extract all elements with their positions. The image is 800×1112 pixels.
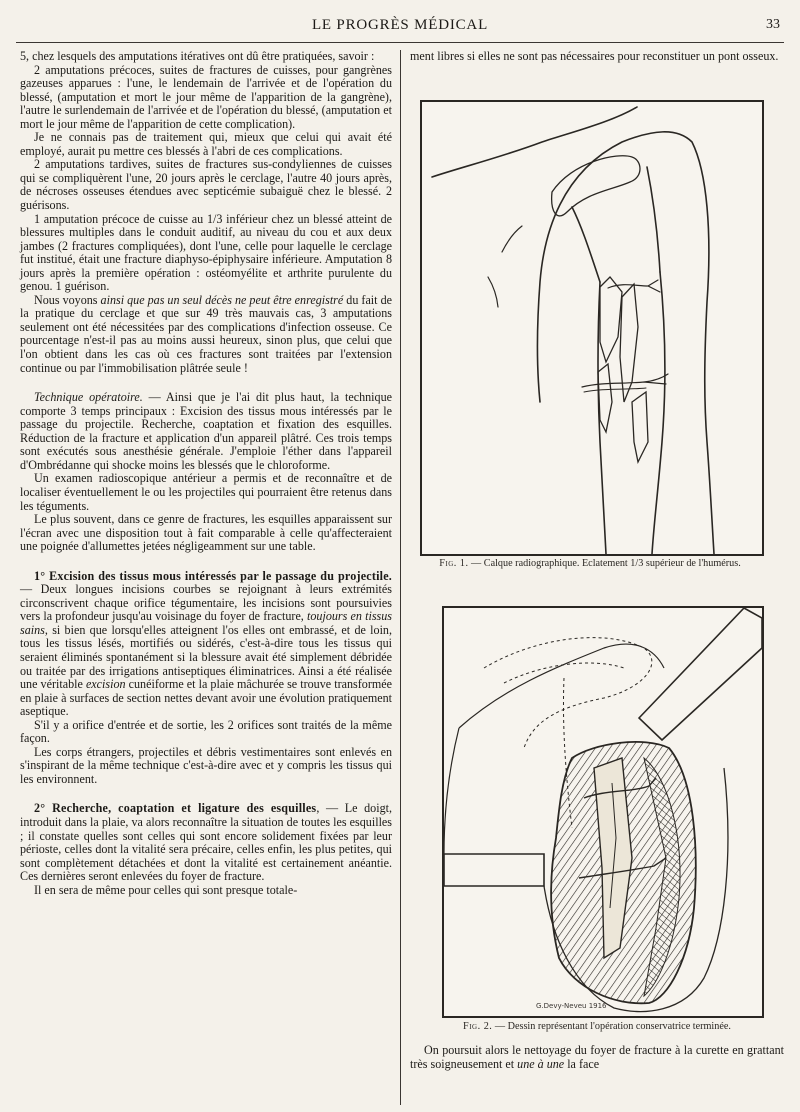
page-header [16, 12, 784, 43]
left-column [20, 50, 392, 897]
text-run: Nous voyons [34, 292, 101, 307]
paragraph [20, 294, 392, 375]
text-run: — Deux longues incisions courbes se rejoignant à leurs extrémités circonscrivent chaque orifice tégumentaire, les incisions sont poursuivies vers la profondeur jusqu'au voisinage du foyer de fracture, [20, 582, 392, 624]
paragraph [20, 802, 392, 883]
text-run: la face [564, 1056, 600, 1071]
paragraph: 1 amputation précoce de cuisse au 1/3 inférieur chez un blessé atteint de blessures multiples dans le conduit auditif, au niveau du cou et aux deux jambes (2 fractures compliquées), dont l'une, celle pour laquelle le cerclage fut institué, était une fracture diaphyso-épiphysaire inférieure. Amputation 8 jours après la première opération : ostéomyélite et arthrite purulente du genou. 1 guérison. [20, 211, 392, 294]
paragraph: Il en sera de même pour celles qui sont presque totale- [34, 882, 298, 897]
text-run: cunéiforme et la plaie mâchurée se trouve transformée en plaie à surfaces de section nettes devant avoir une évolution pratiquement aseptique. [20, 677, 392, 719]
paragraph: 5, chez lesquels des amputations itératives ont dû être pratiquées, savoir : [20, 49, 375, 63]
paragraph: Je ne connais pas de traitement qui, mieux que celui qui avait été employé, aurait pu mettre ces blessés à l'abri de ces complications. [20, 130, 392, 158]
section-heading-italic: Technique opératoire. [34, 390, 143, 405]
text-run: — Ainsi que je l'ai dit plus haut, la technique comporte 3 temps principaux : Excision des tissus mous intéressés par le passage du projectile. Recherche, coaptation et fixation des esquilles. Réduction de la fracture et application d'un appareil plâtré. Ces trois temps sont exécutés sous anesthésie générale. J'emploie l'éther dans l'appareil d'Ombrédanne qui shocke moins les blessés que le chloroforme. [20, 390, 392, 472]
italic-text: toujours en tissus sains [20, 609, 392, 637]
figure-2-operation-drawing [442, 606, 764, 1018]
paragraph: Le plus souvent, dans ce genre de fractures, les esquilles apparaissent sur l'écran avec une disposition tout à fait comparable à celle qu'affecteraient une poignée d'allumettes jetées négligeamment sur une table. [20, 512, 392, 554]
paragraph: Un examen radioscopique antérieur a permis et de reconnaître et de localiser éventuellement le ou les projectiles qui pourraient être retenus dans les téguments. [20, 471, 392, 513]
figure-2-caption-text: — Dessin représentant l'opération conservatrice terminée. [492, 1021, 731, 1032]
page-number: 33 [766, 17, 780, 32]
italic-text: excision [85, 677, 126, 692]
right-column [410, 50, 784, 64]
paragraph [20, 391, 392, 472]
paragraph [20, 570, 392, 719]
italic-text: ainsi que pas un seul décès ne peut être enregistré [100, 292, 344, 307]
figure-1-label: Fig. 1. [439, 558, 469, 569]
paragraph: Les corps étrangers, projectiles et débris vestimentaires sont enlevés en s'inspirant de la même technique c'est-à-dire avec et y compris les tissus qui les environnent. [20, 744, 392, 786]
humerus-tracing-drawing [422, 102, 762, 554]
right-column-bottom [410, 1044, 784, 1071]
figure-1-radiograph-tracing [420, 100, 764, 556]
paragraph: ment libres si elles ne sont pas nécessaires pour reconstituer un pont osseux. [410, 49, 779, 63]
paragraph: S'il y a orifice d'entrée et de sortie, les 2 orifices sont traités de la même façon. [20, 717, 392, 746]
column-divider [400, 50, 401, 1105]
paragraph [410, 1044, 784, 1071]
figure-1-caption [420, 558, 760, 570]
figure-2-caption [410, 1021, 784, 1033]
operation-illustration [444, 608, 762, 1016]
figure-2-label: Fig. 2. [463, 1021, 493, 1032]
text-run: On poursuit alors le nettoyage du foyer de fracture à la curette en grattant très soigneusement et [410, 1043, 784, 1071]
figure-1-caption-text: — Calque radiographique. Eclatement 1/3 supérieur de l'humérus. [468, 558, 741, 569]
subsection-title: 1° Excision des tissus mous intéressés par le passage du projectile. [34, 568, 392, 583]
text-run: du fait de la pratique du cerclage et que sur 49 très mauvais cas, 3 amputations seulement ont été nécessitées par des complications d'infection osseuse. Ce pourcentage n'est-il pas au moins aussi heureux, sinon plus, que celui que l'on obtient dans les cas où ces fractures sont traitées par l'extension continue ou par l'immobilisation plâtrée seule ! [20, 292, 392, 375]
journal-title: LE PROGRÈS MÉDICAL [311, 17, 489, 33]
paragraph: 2 amputations tardives, suites de fractures sus-condyliennes de cuisses qui se compliquèrent l'une, 20 jours après le cerclage, l'autre 40 jours après, de nécroses osseuses étendues avec septicémie subaiguë chez le blessé. 2 guérisons. [20, 157, 392, 213]
text-run: , si bien que lorsqu'elles atteignent l'os elles ont embrassé, et de loin, tous les tissus lésés, mortifiés ou sidérés, c'est-à-dire tous les tissus qui seraient éliminés spontanément si la blessure avait été simplement débridée ou traitée par des irrigations antiseptiques éliminatrices. Ainsi a été réalisée une véritable [20, 622, 392, 692]
text-run: , — Le doigt, introduit dans la plaie, va alors reconnaître la situation de toutes les esquilles ; il constate quelles sont celles qui sont encore solidement fixées par leur périoste, celles dont la vitalité sera précaire, celles enfin, les plus petites, qui sont complètement détachées et dont la vitalité est certainement anéantie. Ces dernières seront enlevées du foyer de fracture. [20, 801, 392, 884]
italic-text: une à une [517, 1056, 565, 1071]
illustrator-signature: G.Devy-Neveu 1916 [536, 1002, 607, 1010]
paragraph: 2 amputations précoces, suites de fractures de cuisses, pour gangrènes gazeuses apparues : l'une, le lendemain de l'arrivée et de l'opération du blessé, (amputation et mort le jour même de l'apparition de la gangrène), l'autre le surlendemain de l'arrivée et de l'opération du blessé, (amputation et mort le jour même de l'apparition de cette complication). [20, 62, 392, 131]
subsection-title: 2° Recherche, coaptation et ligature des esquilles [34, 801, 317, 816]
